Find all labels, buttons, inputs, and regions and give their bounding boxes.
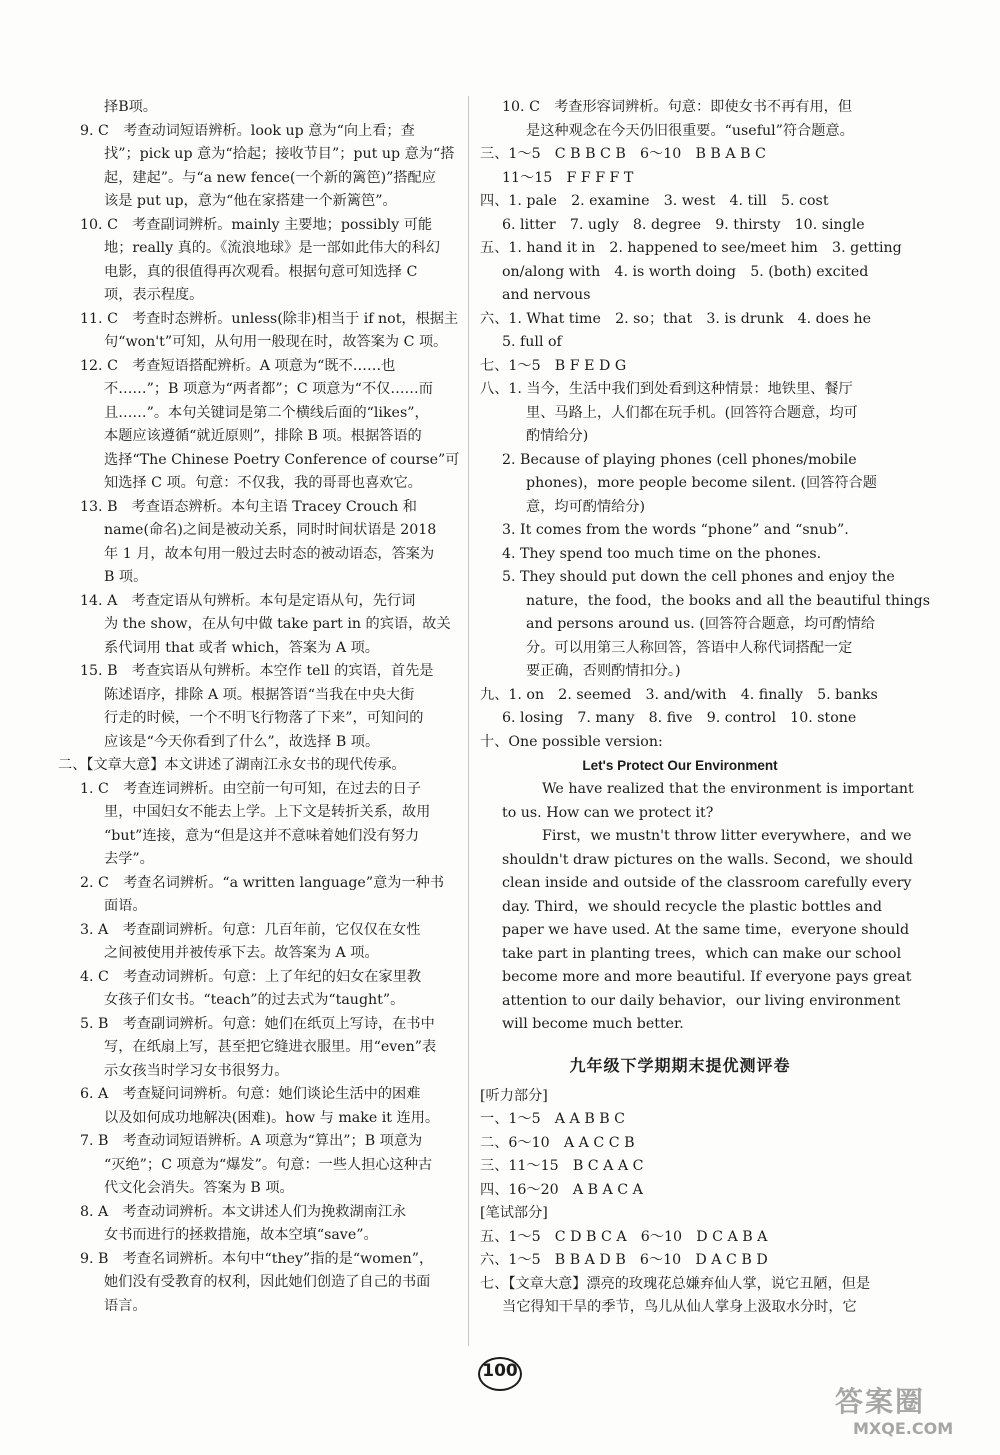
- text-line: 地；really 真的。《流浪地球》是一部如此伟大的科幻: [104, 240, 441, 256]
- watermark-en: MXQE.COM: [853, 1419, 954, 1438]
- text-line: 代文化会消失。答案为 B 项。: [104, 1180, 294, 1196]
- text-line: 该是 put up，意为“他在家搭建一个新篱笆”。: [104, 193, 397, 209]
- text-line: on/along with 4. is worth doing 5. (both) excited: [502, 263, 869, 280]
- watermark-cn: 答案圈: [835, 1385, 926, 1418]
- text-line: 六、1. What time 2. so；that 3. is drunk 4. does he: [480, 310, 872, 327]
- text-line: 10. C 考查副词辨析。mainly 主要地；possibly 可能: [80, 216, 433, 233]
- text-line: 意，均可酌情给分): [526, 498, 646, 515]
- page-number: 100: [482, 1361, 518, 1381]
- text-line: 不……”；B 项意为“两者都”；C 项意为“不仅……而: [104, 381, 433, 397]
- final-exam-answers: [480, 1085, 880, 1320]
- text-line: 九、1. on 2. seemed 3. and/with 4. finally 5. banks: [480, 686, 878, 703]
- text-line: 五、1～5 C D B C A 6～10 D C A B A: [480, 1228, 768, 1245]
- text-line: 面语。: [104, 898, 147, 914]
- text-line: attention to our daily behavior，our living environment: [502, 992, 901, 1009]
- text-line: 十、One possible version:: [480, 733, 663, 750]
- text-line: 女孩子们女书。“teach”的过去式为“taught”。: [104, 992, 405, 1008]
- right-column: [480, 96, 931, 1320]
- text-line: 当它得知干旱的季节，鸟儿从仙人掌身上汲取水分时，它: [502, 1299, 857, 1315]
- text-line: 择B项。: [104, 99, 157, 115]
- text-line: 分。可以用第三人称回答，答语中人称代词搭配一定: [526, 639, 853, 656]
- text-line: 项，表示程度。: [104, 287, 204, 303]
- text-line: 之间被使用并被传承下去。故答案为 A 项。: [104, 945, 379, 961]
- text-line: 句“won't”可知，从句用一般现在时，故答案为 C 项。: [104, 334, 448, 350]
- text-line: 5. full of: [502, 334, 562, 350]
- column-divider: [468, 96, 469, 1346]
- text-line: 选择“The Chinese Poetry Conference of course”可: [104, 451, 460, 468]
- text-line: phones)，more people become silent. (回答符合题: [526, 475, 877, 491]
- text-line: 且……”。本句关键词是第二个横线后面的“likes”，: [104, 404, 429, 421]
- text-line: 8. A 考查动词辨析。本文讲述人们为挽救湖南江永: [80, 1203, 407, 1220]
- text-line: 二、【文章大意】本文讲述了湖南江永女书的现代传承。: [58, 757, 406, 773]
- text-line: 女书而进行的拯救措施，故本空填“save”。: [104, 1227, 378, 1243]
- text-line: 五、1. hand it in 2. happened to see/meet him 3. getting: [480, 240, 902, 256]
- text-line: 6. A 考查疑问词辨析。句意：她们谈论生活中的困难: [80, 1086, 421, 1102]
- text-line: 语言。: [104, 1297, 147, 1314]
- text-line: 二、6～10 A A C C B: [480, 1134, 635, 1151]
- text-line: 6. losing 7. many 8. five 9. control 10. stone: [502, 710, 857, 726]
- text-line: to us. How can we protect it?: [502, 804, 714, 821]
- watermark-logo: [835, 1385, 985, 1445]
- text-line: and nervous: [502, 287, 591, 303]
- text-line: “but”连接，意为“但是这并不意味着她们没有努力: [104, 827, 420, 844]
- text-line: become more and more beautiful. If everyone pays great: [502, 969, 912, 985]
- text-line: 七、1～5 B F E D G: [480, 357, 627, 374]
- text-line: paper we have used. At the same time，everyone should: [502, 922, 910, 938]
- text-line: 5. B 考查副词辨析。句意：她们在纸页上写诗，在书中: [80, 1015, 435, 1032]
- text-line: 示女孩当时学习女书很努力。: [104, 1062, 289, 1079]
- text-line: 里，中国妇女不能去上学。上下文是转折关系，故用: [104, 804, 431, 820]
- text-line: 以及如何成功地解决(困难)。how 与 make it 连用。: [104, 1109, 440, 1126]
- text-line: 去学”。: [104, 851, 154, 867]
- text-line: 行走的时候，一个不明飞行物落了下来”，可知问的: [104, 710, 424, 726]
- text-line: take part in planting trees，which can make our school: [502, 945, 902, 962]
- text-line: day. Third，we should recycle the plastic bottles and: [502, 898, 882, 915]
- text-line: 她们没有受教育的权利，因此她们创造了自己的书面: [104, 1274, 431, 1290]
- text-line: 7. B 考查动词短语辨析。A 项意为“算出”；B 项意为: [80, 1133, 423, 1149]
- text-line: 3. It comes from the words “phone” and “snub”.: [502, 522, 849, 538]
- text-line: 9. C 考查动词短语辨析。look up 意为“向上看；查: [80, 122, 415, 139]
- text-line: name(命名)之间是被动关系，同时时间状语是 2018: [104, 522, 437, 538]
- text-line: 起，建起”。与“a new fence(一个新的篱笆)”搭配应: [104, 169, 436, 186]
- text-line: nature，the food，the books and all the beautiful things: [526, 592, 931, 609]
- text-line: and persons around us. (回答符合题意，均可酌情给: [526, 616, 876, 632]
- text-line: 5. They should put down the cell phones and enjoy the: [502, 569, 895, 585]
- text-line: 13. B 考查语态辨析。本句主语 Tracey Crouch 和: [80, 498, 417, 515]
- text-line: shouldn't draw pictures on the walls. Second，we should: [502, 851, 914, 868]
- text-line: 年 1 月，故本句用一般过去时态的被动语态，答案为: [104, 545, 435, 562]
- text-line: “灭绝”；C 项意为“爆发”。句意：一些人担心这种古: [104, 1156, 433, 1173]
- text-line: 4. C 考查动词辨析。句意：上了年纪的妇女在家里教: [80, 968, 422, 985]
- text-line: 知选择 C 项。句意：不仅我，我的哥哥也喜欢它。: [104, 475, 422, 491]
- essay-title: Let's Protect Our Environment: [582, 758, 778, 773]
- text-line: 6. litter 7. ugly 8. degree 9. thirsty 10. single: [502, 216, 865, 233]
- text-line: 电影，真的很值得再次观看。根据句意可知选择 C: [104, 263, 418, 280]
- text-line: First，we mustn't throw litter everywhere，and we: [542, 828, 912, 844]
- text-line: 里、马路上，人们都在玩手机。(回答符合题意，均可: [526, 404, 858, 421]
- text-line: 七、【文章大意】漂亮的玫瑰花总嫌弃仙人掌，说它丑陋，但是: [480, 1275, 871, 1292]
- text-line: 1. C 考查连词辨析。由空前一句可知，在过去的日子: [80, 780, 422, 797]
- text-line: 写，在纸扇上写，甚至把它缝进衣服里。用“even”表: [104, 1039, 437, 1055]
- text-line: 本题应该遵循“就近原则”，排除 B 项。根据答语的: [104, 428, 422, 444]
- right-answers: [480, 96, 931, 754]
- text-line: 为 the show，在从句中做 take part in 的宾语，故关: [104, 616, 451, 632]
- text-line: 酌情给分): [526, 428, 589, 444]
- text-line: 4. They spend too much time on the phones.: [502, 545, 822, 562]
- text-line: 2. Because of playing phones (cell phones/mobile: [502, 451, 857, 468]
- text-line: 9. B 考查名词辨析。本句中“they”指的是“women”，: [80, 1250, 434, 1267]
- text-line: B 项。: [104, 569, 148, 585]
- text-line: [笔试部分]: [480, 1205, 548, 1221]
- text-line: 15. B 考查宾语从句辨析。本空作 tell 的宾语，首先是: [80, 663, 434, 679]
- text-line: 3. A 考查副词辨析。句意：几百年前，它仅仅在女性: [80, 921, 421, 938]
- left-column: [58, 96, 463, 1318]
- text-line: 系代词用 that 或者 which，答案为 A 项。: [104, 639, 379, 656]
- text-line: 要正确，否则酌情扣分。): [526, 663, 681, 679]
- text-line: will become much better.: [502, 1016, 684, 1032]
- section-title: 九年级下学期期末提优测评卷: [569, 1055, 791, 1075]
- text-line: 找”；pick up 意为“拾起；接收节目”；put up 意为“搭: [104, 146, 455, 162]
- text-line: [听力部分]: [480, 1087, 548, 1104]
- text-line: 三、1～5 C B B C B 6～10 B B A B C: [480, 146, 766, 162]
- text-line: 三、11～15 B C A A C: [480, 1158, 644, 1174]
- text-line: 四、16～20 A B A C A: [480, 1181, 643, 1198]
- text-line: 11. C 考查时态辨析。unless(除非)相当于 if not，根据主: [80, 310, 459, 327]
- text-line: 10. C 考查形容词辨析。句意：即使女书不再有用，但: [502, 99, 853, 115]
- text-line: clean inside and outside of the classroom carefully every: [502, 875, 912, 891]
- text-line: 11～15 F F F F T: [502, 169, 634, 186]
- text-line: 八、1. 当今，生活中我们到处看到这种情景：地铁里、餐厅: [480, 381, 853, 397]
- text-line: 12. C 考查短语搭配辨析。A 项意为“既不……也: [80, 357, 396, 374]
- page-number-badge: [468, 1355, 532, 1395]
- text-line: 应该是“今天你看到了什么”，故选择 B 项。: [104, 733, 380, 750]
- essay-body: [480, 778, 914, 1037]
- text-line: 2. C 考查名词辨析。“a written language”意为一种书: [80, 874, 445, 891]
- text-line: We have realized that the environment is important: [542, 781, 914, 797]
- text-line: 是这种观念在今天仍旧很重要。“useful”符合题意。: [526, 122, 854, 139]
- text-line: 14. A 考查定语从句辨析。本句是定语从句，先行词: [80, 592, 416, 609]
- text-line: 陈述语序，排除 A 项。根据答语“当我在中央大街: [104, 686, 415, 703]
- text-line: 四、1. pale 2. examine 3. west 4. till 5. cost: [480, 193, 829, 209]
- text-line: 一、1～5 A A B B C: [480, 1111, 626, 1127]
- text-line: 六、1～5 B B A D B 6～10 D A C B D: [480, 1252, 768, 1268]
